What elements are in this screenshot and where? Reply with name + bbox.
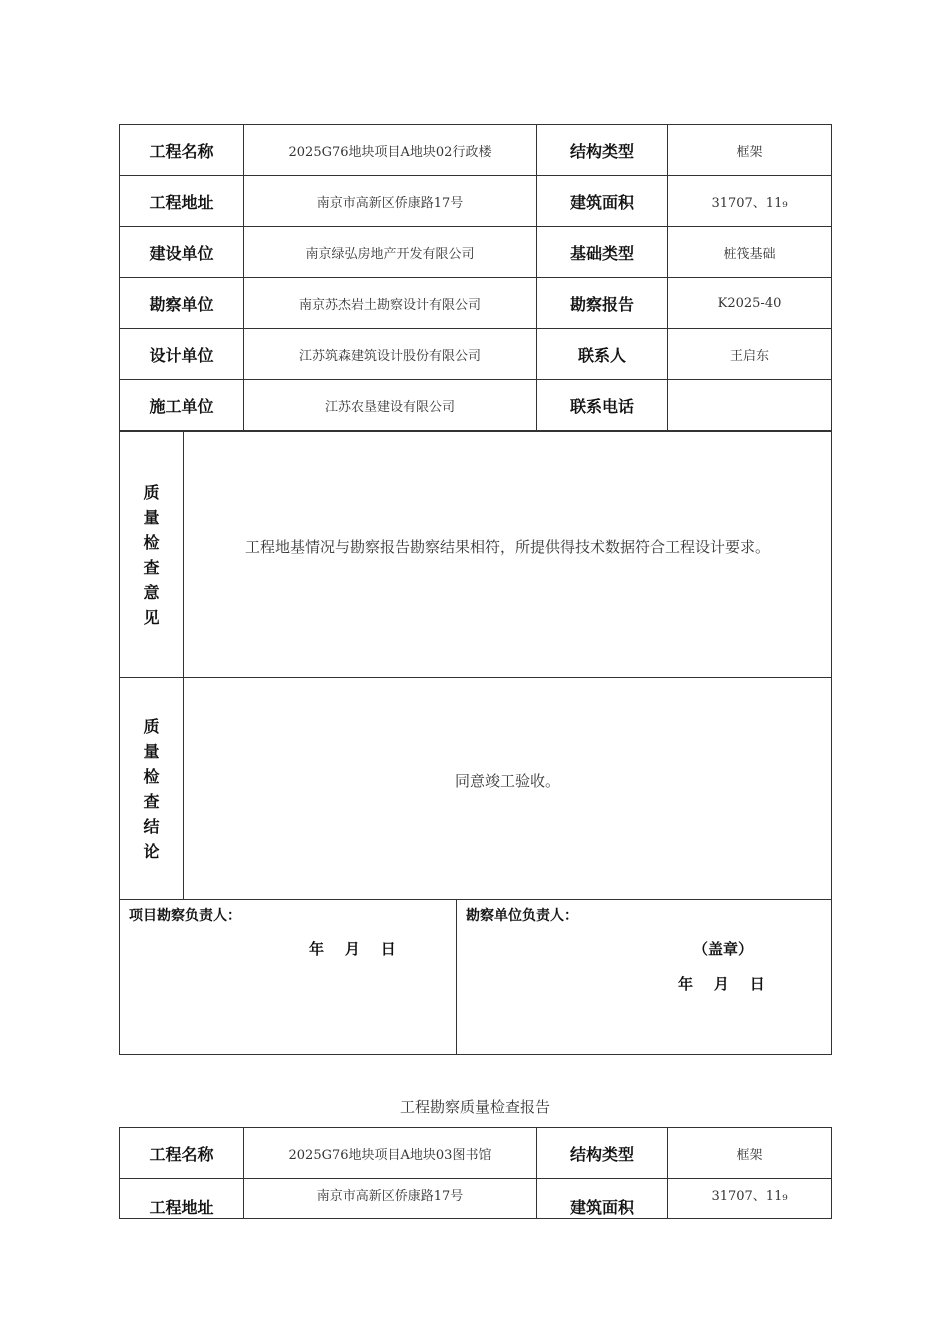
survey-report-value: K2025-40 (668, 278, 832, 329)
table-row (120, 1128, 832, 1179)
project-survey-lead-cell (120, 900, 457, 1055)
building-area-label: 建筑面积 (569, 1198, 634, 1217)
quality-conclusion-text (184, 678, 832, 900)
project-name-value: 2025G76地块项目A地块03图书馆 (244, 1128, 537, 1179)
right-date: 年 月 日 (678, 975, 765, 993)
label-char: 结 (143, 816, 160, 836)
conclusion-row (120, 678, 832, 900)
conclusion-text: 同意竣工验收。 (454, 772, 560, 790)
table-row (120, 380, 832, 431)
building-area-label-cell (537, 1179, 668, 1219)
project-name-label: 工程名称 (120, 125, 244, 176)
label-char: 量 (143, 741, 160, 761)
table-row (120, 278, 832, 329)
quality-conclusion-label (120, 678, 184, 900)
foundation-type-label: 基础类型 (537, 227, 668, 278)
project-survey-lead-label: 项目勘察负责人： (129, 908, 241, 924)
table-row (120, 1179, 832, 1219)
label-char: 论 (143, 841, 160, 861)
design-unit-label: 设计单位 (120, 329, 244, 380)
project-address-label: 工程地址 (120, 176, 244, 227)
structure-type-value: 框架 (668, 125, 832, 176)
contact-person-value: 王启东 (668, 329, 832, 380)
opinion-text: 工程地基情况与勘察报告勘察结果相符，所提供得技术数据符合工程设计要求。 (244, 538, 770, 556)
contact-person-label: 联系人 (537, 329, 668, 380)
foundation-type-value: 桩筏基础 (668, 227, 832, 278)
developer-value: 南京绿弘房地产开发有限公司 (244, 227, 537, 278)
project-address-label: 工程地址 (149, 1198, 214, 1217)
label-char: 见 (143, 607, 160, 627)
design-unit-value: 江苏筑森建筑设计股份有限公司 (244, 329, 537, 380)
building-area-value: 31707、11₉ (668, 176, 832, 227)
building-area-label: 建筑面积 (537, 176, 668, 227)
signature-row (120, 900, 832, 1055)
structure-type-label: 结构类型 (537, 125, 668, 176)
label-char: 量 (143, 507, 160, 527)
report1-inspection-table (119, 431, 832, 900)
report2-title: 工程勘察质量检查报告 (399, 1098, 550, 1116)
survey-unit-lead-label: 勘察单位负责人： (466, 908, 578, 924)
project-address-label-cell (120, 1179, 244, 1219)
opinion-row (120, 432, 832, 678)
project-address-value: 南京市高新区侨康路17号 (244, 176, 537, 227)
survey-unit-value: 南京苏杰岩土勘察设计有限公司 (244, 278, 537, 329)
quality-opinion-text (184, 432, 832, 678)
building-area-value: 31707、11₉ (668, 1179, 832, 1219)
report1-signature-table (119, 899, 832, 1055)
contact-phone-value (668, 380, 832, 431)
developer-label: 建设单位 (120, 227, 244, 278)
label-char: 检 (143, 532, 160, 552)
structure-type-value: 框架 (668, 1128, 832, 1179)
survey-unit-label: 勘察单位 (120, 278, 244, 329)
project-name-label: 工程名称 (120, 1128, 244, 1179)
report1-info-table (119, 124, 832, 431)
quality-opinion-label (120, 432, 184, 678)
survey-unit-lead-cell (457, 900, 832, 1055)
seal-label: （盖章） (693, 940, 754, 958)
survey-report-label: 勘察报告 (537, 278, 668, 329)
label-char: 查 (143, 557, 160, 577)
label-char: 意 (143, 582, 160, 602)
label-char: 质 (143, 482, 160, 502)
table-row (120, 329, 832, 380)
construction-unit-value: 江苏农垦建设有限公司 (244, 380, 537, 431)
report2-info-table (119, 1127, 832, 1219)
structure-type-label: 结构类型 (537, 1128, 668, 1179)
project-address-value: 南京市高新区侨康路17号 (244, 1179, 537, 1219)
construction-unit-label: 施工单位 (120, 380, 244, 431)
label-char: 检 (143, 766, 160, 786)
project-name-value: 2025G76地块项目A地块02行政楼 (244, 125, 537, 176)
left-date: 年 月 日 (309, 940, 396, 958)
label-char: 质 (143, 716, 160, 736)
label-char: 查 (143, 791, 160, 811)
table-row (120, 125, 832, 176)
contact-phone-label: 联系电话 (537, 380, 668, 431)
table-row (120, 176, 832, 227)
table-row (120, 227, 832, 278)
